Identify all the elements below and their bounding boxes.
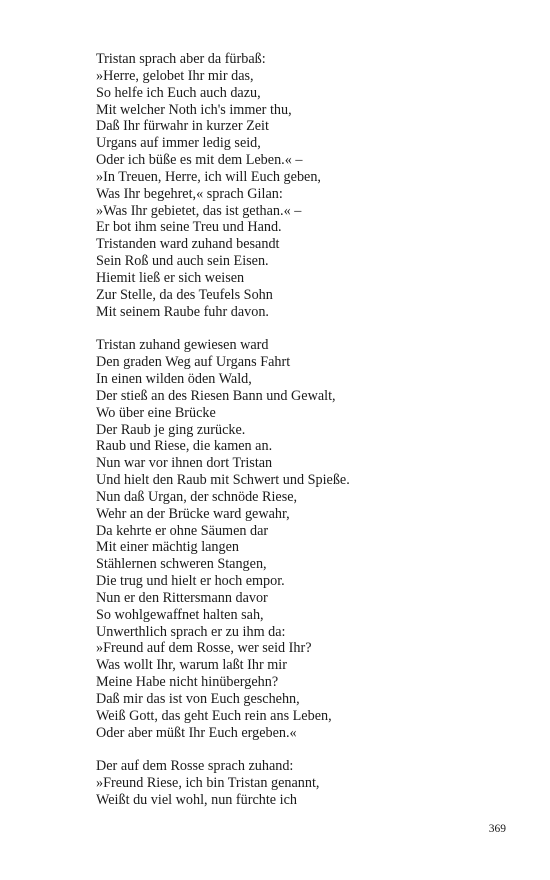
verse-line: Nun er den Rittersmann davor <box>96 589 268 606</box>
verse-line: Hiemit ließ er sich weisen <box>96 269 245 286</box>
verse-line: Er bot ihm seine Treu und Hand. <box>96 219 282 236</box>
verse-line: Weißt du viel wohl, nun fürchte ich <box>96 792 297 809</box>
verse-line: Stählernen schweren Stangen, <box>96 556 267 573</box>
verse-line: »Herre, gelobet Ihr mir das, <box>96 67 254 84</box>
verse-line: Wo über eine Brücke <box>96 404 216 421</box>
verse-line: Der auf dem Rosse sprach zuhand: <box>96 758 294 775</box>
stanza <box>96 51 516 321</box>
verse-line: Nun war vor ihnen dort Tristan <box>96 455 273 472</box>
verse-line: Da kehrte er ohne Säumen dar <box>96 522 269 539</box>
verse-line: Wehr an der Brücke ward gewahr, <box>96 505 290 522</box>
verse-line: Meine Habe nicht hinübergehn? <box>96 674 279 691</box>
verse-line: Oder aber müßt Ihr Euch ergeben.« <box>96 724 297 741</box>
stanza <box>96 337 516 741</box>
verse-line: Der Raub je ging zurücke. <box>96 421 246 438</box>
verse-line: Was Ihr begehret,« sprach Gilan: <box>96 185 283 202</box>
verse-line: Was wollt Ihr, warum laßt Ihr mir <box>96 657 287 674</box>
verse-line: Weiß Gott, das geht Euch rein ans Leben, <box>96 707 332 724</box>
verse-line: Und hielt den Raub mit Schwert und Spieße. <box>96 472 350 489</box>
verse-line: Tristanden ward zuhand besandt <box>96 236 280 253</box>
verse-line: Mit einer mächtig langen <box>96 539 240 556</box>
verse-line: Daß Ihr fürwahr in kurzer Zeit <box>96 118 269 135</box>
verse-line: »Freund Riese, ich bin Tristan genannt, <box>96 775 320 792</box>
verse-line: Oder ich büße es mit dem Leben.« – <box>96 152 303 169</box>
verse-line: Sein Roß und auch sein Eisen. <box>96 253 269 270</box>
verse-line: Tristan zuhand gewiesen ward <box>96 337 269 354</box>
verse-line: Zur Stelle, da des Teufels Sohn <box>96 286 273 303</box>
verse-line: Unwerthlich sprach er zu ihm da: <box>96 623 286 640</box>
verse-line: Den graden Weg auf Urgans Fahrt <box>96 354 291 371</box>
verse-line: »Was Ihr gebietet, das ist gethan.« – <box>96 202 302 219</box>
verse-line: Der stieß an des Riesen Bann und Gewalt, <box>96 387 336 404</box>
verse-line: So helfe ich Euch auch dazu, <box>96 84 261 101</box>
verse-line: So wohlgewaffnet halten sah, <box>96 606 264 623</box>
verse-line: In einen wilden öden Wald, <box>96 370 252 387</box>
verse-line: »Freund auf dem Rosse, wer seid Ihr? <box>96 640 312 657</box>
verse-line: Urgans auf immer ledig seid, <box>96 135 261 152</box>
verse-line: Tristan sprach aber da fürbaß: <box>96 51 266 67</box>
verse-line: Nun daß Urgan, der schnöde Riese, <box>96 488 298 505</box>
poem-text <box>96 51 516 826</box>
verse-line: Mit welcher Noth ich's immer thu, <box>96 101 292 118</box>
stanza <box>96 758 516 809</box>
verse-line: »In Treuen, Herre, ich will Euch geben, <box>96 168 321 185</box>
verse-line: Daß mir das ist von Euch geschehn, <box>96 691 300 708</box>
verse-line: Mit seinem Raube fuhr davon. <box>96 303 269 320</box>
verse-line: Raub und Riese, die kamen an. <box>96 438 273 455</box>
page-number: 369 <box>488 823 506 835</box>
verse-line: Die trug und hielt er hoch empor. <box>96 573 285 590</box>
